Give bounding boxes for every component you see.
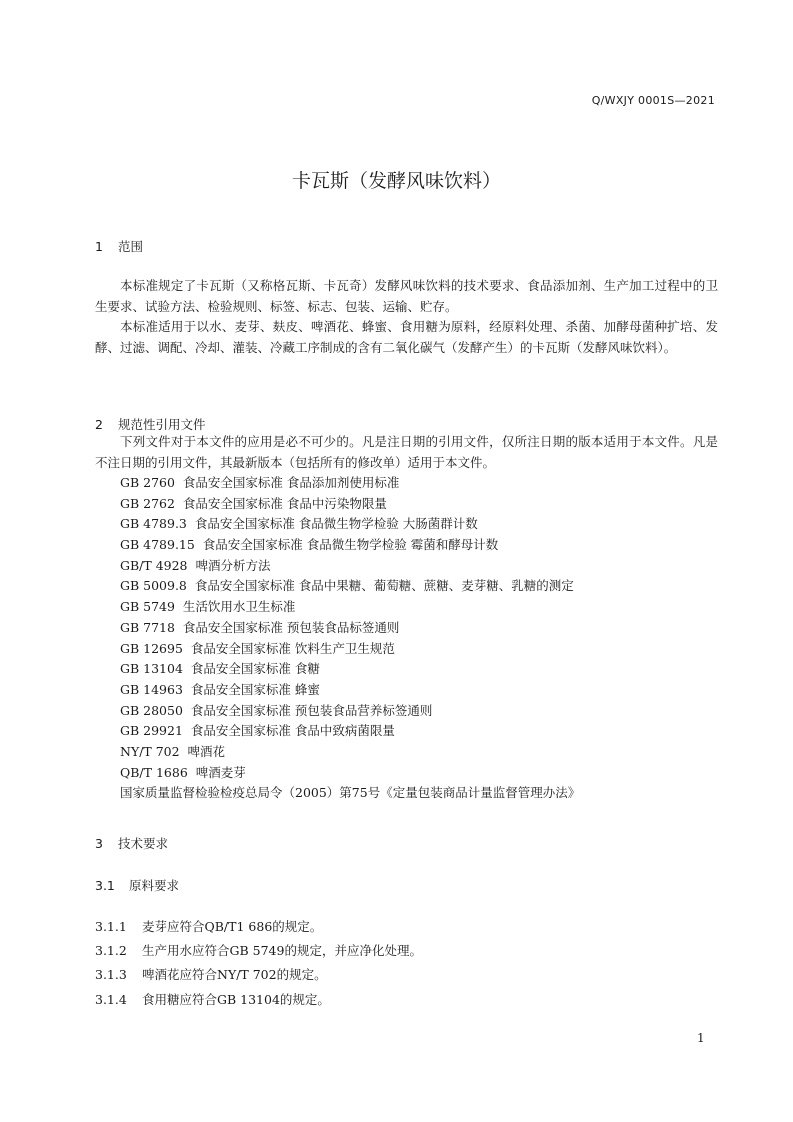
reference-item: GB 7718 食品安全国家标准 预包装食品标签通则 (120, 619, 400, 635)
section-3-1-heading (95, 876, 179, 894)
clause-3-1-4 (95, 990, 330, 1008)
section-1-paragraph-1: 本标准规定了卡瓦斯（又称格瓦斯、卡瓦奇）发酵风味饮料的技术要求、食品添加剂、生产加工过程中的卫生要求、试验方法、检验规则、标签、标志、包装、运输、贮存。 (95, 278, 718, 314)
section-2-intro: 下列文件对于本文件的应用是必不可少的。凡是注日期的引用文件，仅所注日期的版本适用于本文件。凡是不注日期的引用文件，其最新版本（包括所有的修改单）适用于本文件。 (95, 434, 718, 470)
clause-number: 3.1.2 (95, 943, 127, 958)
normative-reference-list (120, 473, 580, 804)
reference-item: GB 5009.8 食品安全国家标准 食品中果糖、葡萄糖、蔗糖、麦芽糖、乳糖的测定 (120, 578, 574, 594)
reference-item: GB 4789.3 食品安全国家标准 食品微生物学检验 大肠菌群计数 (120, 516, 478, 532)
page-number: 1 (697, 1031, 705, 1045)
clause-text: 生产用水应符合GB 5749的规定，并应净化处理。 (142, 943, 422, 958)
clause-text: 麦芽应符合QB/T1 686的规定。 (142, 919, 323, 934)
reference-item: GB 28050 食品安全国家标准 预包装食品营养标签通则 (120, 702, 433, 718)
clause-3-1-1 (95, 917, 322, 935)
section-1-title: 范围 (118, 239, 144, 254)
reference-item: QB/T 1686 啤酒麦芽 (120, 764, 246, 780)
section-3-title: 技术要求 (118, 836, 169, 851)
reference-item: GB 4789.15 食品安全国家标准 食品微生物学检验 霉菌和酵母计数 (120, 537, 499, 553)
clause-text: 啤酒花应符合NY/T 702的规定。 (142, 967, 327, 982)
clause-number: 3.1.1 (95, 919, 127, 934)
reference-item: GB 14963 食品安全国家标准 蜂蜜 (120, 681, 320, 697)
clause-number: 3.1.4 (95, 992, 127, 1007)
reference-item: GB/T 4928 啤酒分析方法 (120, 557, 271, 573)
reference-item: NY/T 702 啤酒花 (120, 743, 226, 759)
section-1-paragraph-2: 本标准适用于以水、麦芽、麸皮、啤酒花、蜂蜜、食用糖为原料，经原料处理、杀菌、加酵母菌种扩培、发酵、过滤、调配、冷却、灌装、冷藏工序制成的含有二氧化碳气（发酵产生）的卡瓦斯（发酵风味饮料）。 (95, 319, 718, 355)
clause-text: 食用糖应符合GB 13104的规定。 (142, 992, 330, 1007)
section-3-1-number: 3.1 (95, 878, 115, 893)
section-1-heading (95, 237, 143, 255)
section-3-number: 3 (95, 836, 103, 851)
reference-item: GB 13104 食品安全国家标准 食糖 (120, 661, 320, 677)
section-1-number: 1 (95, 239, 103, 254)
clause-3-1-2 (95, 941, 422, 959)
clause-3-1-3 (95, 965, 327, 983)
reference-item: 国家质量监督检验检疫总局令（2005）第75号《定量包装商品计量监督管理办法》 (120, 785, 581, 801)
reference-item: GB 2762 食品安全国家标准 食品中污染物限量 (120, 495, 387, 511)
reference-item: GB 29921 食品安全国家标准 食品中致病菌限量 (120, 723, 395, 739)
reference-item: GB 2760 食品安全国家标准 食品添加剂使用标准 (120, 475, 400, 490)
section-3-heading (95, 834, 168, 852)
document-title: 卡瓦斯（发酵风味饮料） (291, 170, 501, 192)
clause-number: 3.1.3 (95, 967, 127, 982)
section-2-number: 2 (95, 417, 103, 432)
reference-item: GB 12695 食品安全国家标准 饮料生产卫生规范 (120, 640, 395, 656)
doc-code: Q/WXJY 0001S—2021 (591, 94, 715, 107)
reference-item: GB 5749 生活饮用水卫生标准 (120, 599, 296, 615)
section-3-1-title: 原料要求 (129, 878, 180, 893)
section-2-heading (95, 415, 206, 433)
section-2-title: 规范性引用文件 (118, 417, 206, 432)
